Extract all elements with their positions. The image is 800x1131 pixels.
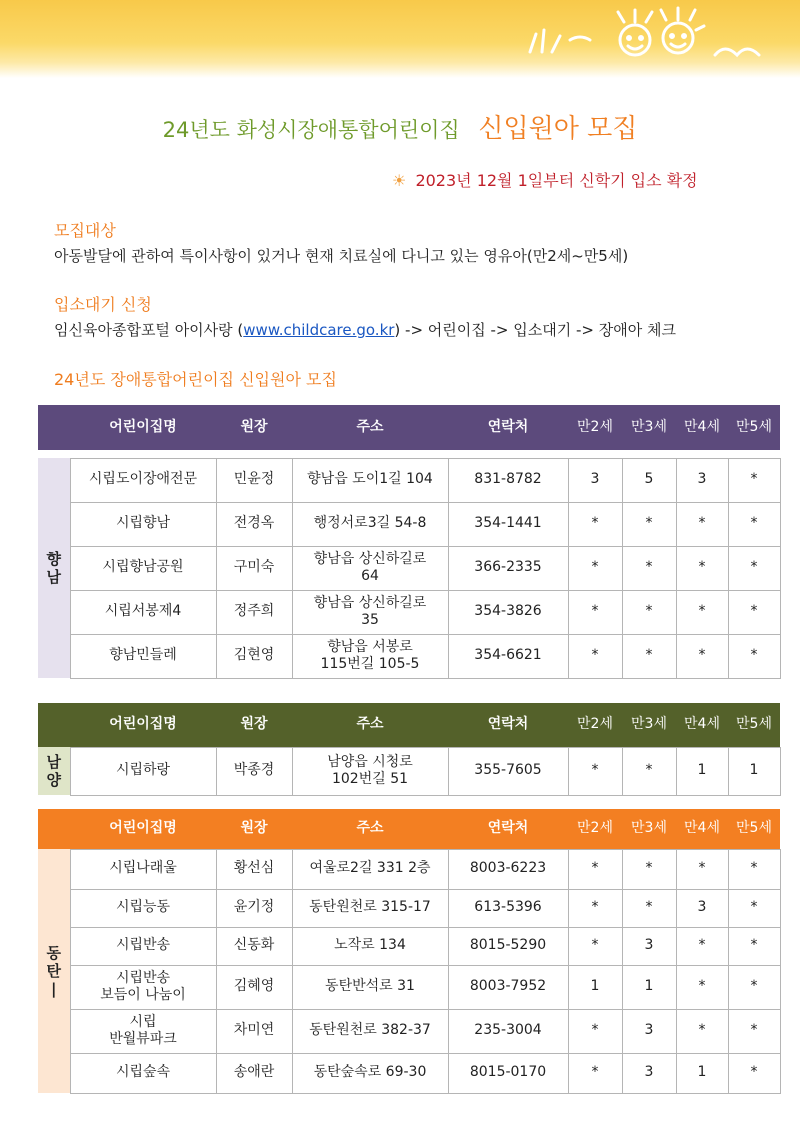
col-phone: 연락처 bbox=[448, 405, 568, 450]
col-age5: 만5세 bbox=[728, 405, 780, 450]
cell-address: 동탄숲속로 69-30 bbox=[292, 1053, 448, 1093]
cell-phone: 354-1441 bbox=[448, 502, 568, 546]
cell-address: 향남읍 상신하길로 64 bbox=[292, 546, 448, 590]
cell-director: 김혜영 bbox=[216, 965, 292, 1009]
cell-name: 시립향남공원 bbox=[70, 546, 216, 590]
cell-director: 민윤정 bbox=[216, 458, 292, 502]
col-age2: 만2세 bbox=[568, 405, 622, 450]
cell-director: 윤기정 bbox=[216, 889, 292, 927]
cell-age5: * bbox=[728, 1053, 780, 1093]
cell-phone: 354-6621 bbox=[448, 634, 568, 678]
cell-name: 시립능동 bbox=[70, 889, 216, 927]
title-main: 24년도 화성시장애통합어린이집 bbox=[162, 118, 460, 142]
cell-address: 동탄반석로 31 bbox=[292, 965, 448, 1009]
target-text: 아동발달에 관하여 특이사항이 있거나 현재 치료실에 다니고 있는 영유아(만2세~만5세) bbox=[54, 247, 629, 265]
cell-name: 향남민들레 bbox=[70, 634, 216, 678]
cell-phone: 8015-5290 bbox=[448, 927, 568, 965]
cell-age4: * bbox=[676, 927, 728, 965]
cell-age3: 3 bbox=[622, 1009, 676, 1053]
col-address: 주소 bbox=[292, 703, 448, 747]
cell-age4: 1 bbox=[676, 747, 728, 795]
cell-address: 남양읍 시청로 102번길 51 bbox=[292, 747, 448, 795]
cell-address: 향남읍 상신하길로 35 bbox=[292, 590, 448, 634]
cell-name: 시립서봉제4 bbox=[70, 590, 216, 634]
cell-age2: * bbox=[568, 889, 622, 927]
cell-age4: * bbox=[676, 965, 728, 1009]
cell-name: 시립하랑 bbox=[70, 747, 216, 795]
cell-address: 노작로 134 bbox=[292, 927, 448, 965]
region-label: 향 남 bbox=[38, 458, 70, 678]
table-row bbox=[38, 927, 780, 965]
cell-age4: 1 bbox=[676, 1053, 728, 1093]
top-banner bbox=[0, 0, 800, 78]
cell-name: 시립도이장애전문 bbox=[70, 458, 216, 502]
table-row bbox=[38, 965, 780, 1009]
cell-phone: 354-3826 bbox=[448, 590, 568, 634]
col-director: 원장 bbox=[216, 703, 292, 747]
cell-age3: 3 bbox=[622, 927, 676, 965]
cell-age5: * bbox=[728, 546, 780, 590]
col-address: 주소 bbox=[292, 809, 448, 849]
dongtan-table bbox=[38, 809, 781, 1094]
apply-text-before: 임신육아종합포털 아이사랑 ( bbox=[54, 321, 244, 339]
kids-doodle-illustration bbox=[500, 0, 800, 70]
apply-heading: 입소대기 신청 bbox=[54, 295, 152, 314]
col-age3: 만3세 bbox=[622, 809, 676, 849]
list-heading: 24년도 장애통합어린이집 신입원아 모집 bbox=[54, 370, 337, 389]
cell-age4: * bbox=[676, 502, 728, 546]
col-name: 어린이집명 bbox=[70, 809, 216, 849]
cell-phone: 613-5396 bbox=[448, 889, 568, 927]
cell-age4: 3 bbox=[676, 458, 728, 502]
cell-phone: 366-2335 bbox=[448, 546, 568, 590]
cell-age2: * bbox=[568, 747, 622, 795]
cell-phone: 8015-0170 bbox=[448, 1053, 568, 1093]
cell-age2: 1 bbox=[568, 965, 622, 1009]
cell-phone: 831-8782 bbox=[448, 458, 568, 502]
apply-text-after: ) -> 어린이집 -> 입소대기 -> 장애아 체크 bbox=[394, 321, 676, 339]
childcare-portal-link[interactable]: www.childcare.go.kr bbox=[243, 321, 395, 339]
cell-age5: * bbox=[728, 458, 780, 502]
cell-age3: * bbox=[622, 502, 676, 546]
table-row bbox=[38, 546, 780, 590]
cell-age3: * bbox=[622, 849, 676, 889]
cell-age5: * bbox=[728, 1009, 780, 1053]
cell-phone: 8003-7952 bbox=[448, 965, 568, 1009]
table-header-row bbox=[38, 703, 780, 747]
cell-age2: * bbox=[568, 1053, 622, 1093]
col-address: 주소 bbox=[292, 405, 448, 450]
cell-age3: * bbox=[622, 634, 676, 678]
cell-address: 여울로2길 331 2층 bbox=[292, 849, 448, 889]
cell-name: 시립숲속 bbox=[70, 1053, 216, 1093]
target-heading: 모집대상 bbox=[54, 221, 116, 240]
cell-age5: * bbox=[728, 502, 780, 546]
cell-age2: * bbox=[568, 849, 622, 889]
cell-age5: * bbox=[728, 889, 780, 927]
cell-age3: * bbox=[622, 747, 676, 795]
cell-age4: * bbox=[676, 634, 728, 678]
cell-age5: * bbox=[728, 849, 780, 889]
cell-age3: * bbox=[622, 889, 676, 927]
cell-phone: 355-7605 bbox=[448, 747, 568, 795]
cell-age4: * bbox=[676, 590, 728, 634]
table-header-row bbox=[38, 405, 780, 450]
cell-name: 시립 반월뷰파크 bbox=[70, 1009, 216, 1053]
col-age5: 만5세 bbox=[728, 703, 780, 747]
cell-age2: * bbox=[568, 927, 622, 965]
cell-director: 김현영 bbox=[216, 634, 292, 678]
cell-director: 전경옥 bbox=[216, 502, 292, 546]
cell-age2: * bbox=[568, 546, 622, 590]
cell-age4: * bbox=[676, 546, 728, 590]
cell-director: 정주희 bbox=[216, 590, 292, 634]
cell-age4: * bbox=[676, 1009, 728, 1053]
col-name: 어린이집명 bbox=[70, 405, 216, 450]
subtitle-text: 2023년 12월 1일부터 신학기 입소 확정 bbox=[415, 171, 698, 190]
table-row bbox=[38, 458, 780, 502]
col-age5: 만5세 bbox=[728, 809, 780, 849]
cell-age2: * bbox=[568, 502, 622, 546]
cell-age5: * bbox=[728, 634, 780, 678]
region-label: 동 탄 | bbox=[38, 849, 70, 1093]
page-title bbox=[0, 108, 800, 145]
cell-address: 향남읍 도이1길 104 bbox=[292, 458, 448, 502]
col-age2: 만2세 bbox=[568, 703, 622, 747]
table-row bbox=[38, 1053, 780, 1093]
cell-age3: 3 bbox=[622, 1053, 676, 1093]
col-phone: 연락처 bbox=[448, 809, 568, 849]
cell-age3: 1 bbox=[622, 965, 676, 1009]
cell-age5: * bbox=[728, 590, 780, 634]
cell-name: 시립나래울 bbox=[70, 849, 216, 889]
hyangnam-table bbox=[38, 405, 781, 679]
cell-age3: * bbox=[622, 590, 676, 634]
cell-address: 동탄원천로 382-37 bbox=[292, 1009, 448, 1053]
cell-age2: * bbox=[568, 1009, 622, 1053]
cell-address: 행정서로3길 54-8 bbox=[292, 502, 448, 546]
table-row bbox=[38, 849, 780, 889]
cell-name: 시립반송 보듬이 나눔이 bbox=[70, 965, 216, 1009]
col-age2: 만2세 bbox=[568, 809, 622, 849]
col-phone: 연락처 bbox=[448, 703, 568, 747]
col-name: 어린이집명 bbox=[70, 703, 216, 747]
cell-name: 시립반송 bbox=[70, 927, 216, 965]
cell-age3: * bbox=[622, 546, 676, 590]
cell-age5: 1 bbox=[728, 747, 780, 795]
cell-director: 황선심 bbox=[216, 849, 292, 889]
cell-age5: * bbox=[728, 927, 780, 965]
table-row bbox=[38, 590, 780, 634]
title-accent: 신입원아 모집 bbox=[478, 114, 638, 144]
cell-director: 신동화 bbox=[216, 927, 292, 965]
region-label: 남 양 bbox=[38, 747, 70, 795]
cell-director: 송애란 bbox=[216, 1053, 292, 1093]
col-age4: 만4세 bbox=[676, 809, 728, 849]
cell-age2: * bbox=[568, 634, 622, 678]
cell-age5: * bbox=[728, 965, 780, 1009]
cell-phone: 235-3004 bbox=[448, 1009, 568, 1053]
table-row bbox=[38, 502, 780, 546]
cell-director: 박종경 bbox=[216, 747, 292, 795]
cell-name: 시립향남 bbox=[70, 502, 216, 546]
cell-age4: * bbox=[676, 849, 728, 889]
col-director: 원장 bbox=[216, 809, 292, 849]
cell-age2: * bbox=[568, 590, 622, 634]
col-director: 원장 bbox=[216, 405, 292, 450]
table-row bbox=[38, 634, 780, 678]
subtitle bbox=[392, 168, 698, 191]
namyang-table bbox=[38, 703, 781, 796]
col-age4: 만4세 bbox=[676, 703, 728, 747]
cell-address: 향남읍 서봉로 115번길 105-5 bbox=[292, 634, 448, 678]
cell-age2: 3 bbox=[568, 458, 622, 502]
cell-director: 차미연 bbox=[216, 1009, 292, 1053]
table-row bbox=[38, 1009, 780, 1053]
table-row bbox=[38, 747, 780, 795]
table-row bbox=[38, 889, 780, 927]
cell-director: 구미숙 bbox=[216, 546, 292, 590]
cell-age3: 5 bbox=[622, 458, 676, 502]
cell-address: 동탄원천로 315-17 bbox=[292, 889, 448, 927]
col-age3: 만3세 bbox=[622, 703, 676, 747]
apply-text bbox=[54, 319, 676, 340]
col-age3: 만3세 bbox=[622, 405, 676, 450]
col-age4: 만4세 bbox=[676, 405, 728, 450]
cell-age4: 3 bbox=[676, 889, 728, 927]
table-header-row bbox=[38, 809, 780, 849]
cell-phone: 8003-6223 bbox=[448, 849, 568, 889]
sun-icon: ☀ bbox=[392, 171, 407, 190]
